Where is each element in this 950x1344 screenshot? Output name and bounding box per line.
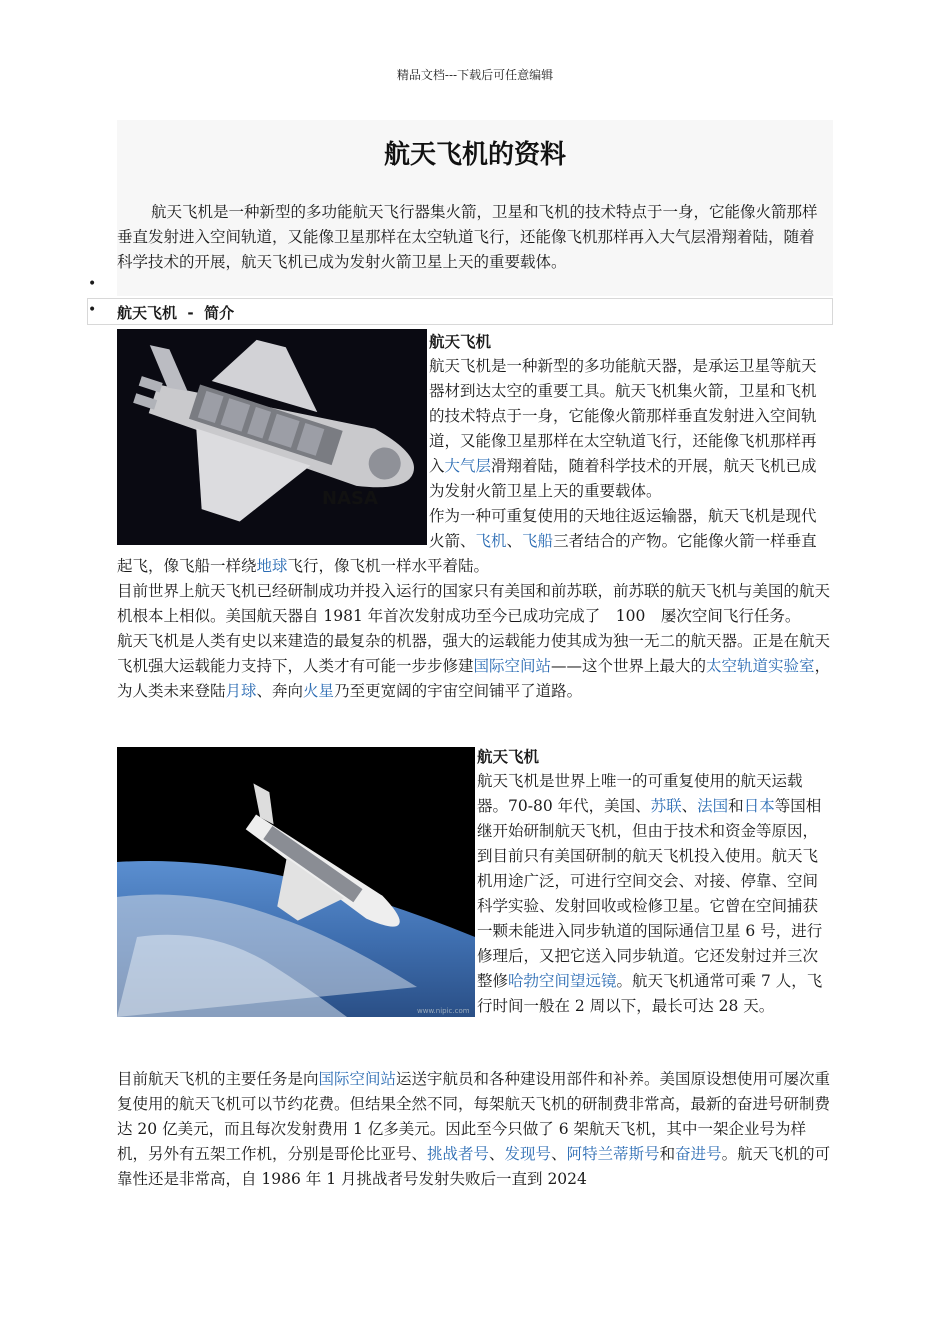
section-bullet: • xyxy=(88,302,97,318)
link-endeavour[interactable]: 奋进号 xyxy=(675,1145,722,1163)
page-title: 航天飞机的资料 xyxy=(383,140,566,170)
block1-paragraph-1: 航天飞机是一种新型的多功能航天器，是承运卫星等航天器材到达太空的重要工具。航天飞机集火箭，卫星和飞机的技术特点于一身，它能像火箭那样垂直发射进入空间轨道，又能像卫星那样在太空轨道飞行，还能像飞机那样再入大气层滑翔着陆，随着科学技术的开展，航天飞机已成为发射火箭卫星上天的重要载体。 xyxy=(429,357,817,500)
link-france[interactable]: 法国 xyxy=(697,797,729,815)
link-atmosphere[interactable]: 大气层 xyxy=(444,457,492,475)
link-earth[interactable]: 地球 xyxy=(256,557,288,575)
block2-subtitle: 航天飞机 xyxy=(477,747,540,766)
link-airplane[interactable]: 飞机 xyxy=(475,532,507,550)
link-japan[interactable]: 日本 xyxy=(743,797,775,815)
content-block-3 xyxy=(117,1067,831,1192)
page-header: 精品文档---下载后可任意编辑 xyxy=(396,68,554,82)
link-mars[interactable]: 火星 xyxy=(303,682,335,700)
block1-paragraph-4: 航天飞机是人类有史以来建造的最复杂的机器，强大的运载能力使其成为独一无二的航天器。正是在航天飞机强大运载能力支持下，人类才有可能一步步修建国际空间站——这个世界上最大的太空轨道实验室，为人类未来登陆月球、奔向火星乃至更宽阔的宇宙空间铺平了道路。 xyxy=(117,632,831,700)
section-title: 航天飞机 - 简介 xyxy=(117,304,235,322)
link-iss-2[interactable]: 国际空间站 xyxy=(318,1070,397,1088)
svg-text:NASA: NASA xyxy=(322,488,378,509)
block1-paragraph-3: 目前世界上航天飞机已经研制成功并投入运行的国家只有美国和前苏联，前苏联的航天飞机与美国的航天机根本上相似。美国航天器自 1981 年首次发射成功至今已成功完成了 100 屡次空间飞行任务。 xyxy=(117,582,831,625)
link-spaceship[interactable]: 飞船 xyxy=(522,532,554,550)
content-block-1 xyxy=(117,329,831,704)
shuttle-orbit-earth-image xyxy=(117,747,475,1017)
svg-text:www.nipic.com: www.nipic.com xyxy=(417,1007,470,1015)
block2-paragraph-1: 航天飞机是世界上唯一的可重复使用的航天运载器。70-80 年代，美国、苏联、法国和日本等国相继开始研制航天飞机，但由于技术和资金等原因，到目前只有美国研制的航天飞机投入使用。航天飞机用途广泛，可进行空间交会、对接、停靠、空间科学实验、发射回收或检修卫星。它曾在空间捕获一颗未能进入同步轨道的国际通信卫星 6 号，进行修理后，又把它送入同步轨道。它还发射过并三次整修哈勃空间望远镜。航天飞机通常可乘 7 人，飞行时间一般在 2 周以下，最长可达 28 天。 xyxy=(477,772,823,1015)
block1-paragraph-2: 作为一种可重复使用的天地往返运输器，航天飞机是现代火箭、飞机、飞船三者结合的产物。它能像火箭一样垂直起飞，像飞船一样绕地球飞行，像飞机一样水平着陆。 xyxy=(117,507,817,575)
link-ussr[interactable]: 苏联 xyxy=(650,797,682,815)
link-discovery[interactable]: 发现号 xyxy=(504,1145,552,1163)
link-challenger[interactable]: 挑战者号 xyxy=(427,1145,490,1163)
block3-paragraph-1: 目前航天飞机的主要任务是向国际空间站运送宇航员和各种建设用部件和补养。美国原设想使用可屡次重复使用的航天飞机可以节约花费。但结果全然不同，每架航天飞机的研制费非常高，最新的奋进号研制费达 20 亿美元，而且每次发射费用 1 亿多美元。因此至今只做了 6 架航天飞机，其中一架企业号为样机，另外有五架工作机，分别是哥伦比亚号、挑战者号、发现号、阿特兰蒂斯号和奋进号。航天飞机的可靠性还是非常高，自 1986 年 1 月挑战者号发射失败后一直到 2024 xyxy=(117,1070,831,1188)
content-block-2 xyxy=(117,744,831,1019)
link-orbital-lab[interactable]: 太空轨道实验室 xyxy=(706,657,815,675)
block1-subtitle: 航天飞机 xyxy=(429,332,492,351)
link-moon[interactable]: 月球 xyxy=(225,682,257,700)
shuttle-cutaway-image xyxy=(117,329,427,545)
intro-paragraph: 航天飞机是一种新型的多功能航天飞行器集火箭，卫星和飞机的技术特点于一身，它能像火箭那样垂直发射进入空间轨道，又能像卫星那样在太空轨道飞行，还能像飞机那样再入大气层滑翔着陆，随着科学技术的开展，航天飞机已成为发射火箭卫星上天的重要载体。 xyxy=(117,203,818,271)
empty-bullet: • xyxy=(88,276,97,292)
link-hubble[interactable]: 哈勃空间望远镜 xyxy=(508,972,617,990)
link-iss[interactable]: 国际空间站 xyxy=(473,657,552,675)
link-atlantis[interactable]: 阿特兰蒂斯号 xyxy=(566,1145,660,1163)
